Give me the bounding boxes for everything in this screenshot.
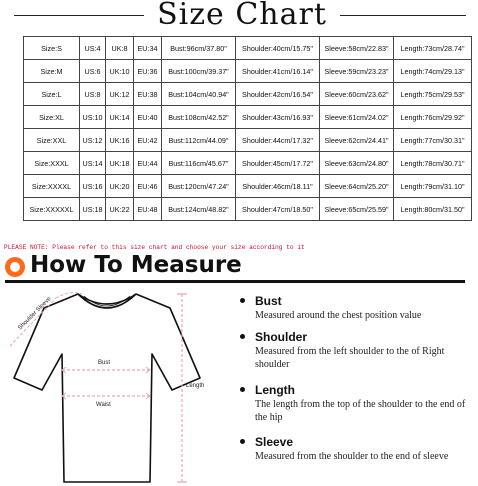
bullet-dot-icon (240, 439, 245, 444)
table-cell: Bust:112cm/44.09" (162, 129, 236, 152)
shoulder-description: Measured from the left shoulder to the of Right shoulder (255, 346, 445, 370)
table-cell: EU:36 (134, 60, 162, 83)
table-cell: Bust:96cm/37.80" (162, 37, 236, 60)
table-cell: US:10 (80, 106, 106, 129)
table-cell: US:18 (80, 198, 106, 221)
table-cell: Shoulder:46cm/18.11" (236, 175, 320, 198)
table-cell: Shoulder:43cm/16.93" (236, 106, 320, 129)
table-cell: EU:46 (134, 175, 162, 198)
table-cell: EU:38 (134, 83, 162, 106)
table-cell: Sleeve:60cm/23.62" (320, 83, 394, 106)
table-cell: Size:XXXXL (24, 175, 80, 198)
size-chart-header (0, 0, 478, 30)
table-cell: UK:10 (106, 60, 134, 83)
table-row (24, 37, 472, 60)
table-cell: Sleeve:62cm/24.41" (320, 129, 394, 152)
table-cell: Size:XXXL (24, 152, 80, 175)
table-cell: Bust:120cm/47.24" (162, 175, 236, 198)
table-cell: Shoulder:44cm/17.32" (236, 129, 320, 152)
table-cell: EU:40 (134, 106, 162, 129)
table-cell: Bust:108cm/42.52" (162, 106, 236, 129)
table-cell: Length:74cm/29.13" (394, 60, 472, 83)
heading-underline (5, 280, 465, 283)
page-title: Size Chart (157, 0, 327, 32)
table-row (24, 198, 472, 221)
bust-description: Measured around the chest position value (255, 310, 422, 321)
length-title: Length (255, 383, 295, 397)
table-row (24, 106, 472, 129)
table-cell: Sleeve:59cm/23.23" (320, 60, 394, 83)
table-row (24, 175, 472, 198)
table-row (24, 60, 472, 83)
table-cell: Size:L (24, 83, 80, 106)
table-cell: Length:80cm/31.50" (394, 198, 472, 221)
bullet-dot-icon (240, 334, 245, 339)
table-cell: US:14 (80, 152, 106, 175)
table-cell: Sleeve:58cm/22.83" (320, 37, 394, 60)
tshirt-outline (14, 294, 200, 482)
table-cell: Bust:124cm/48.82" (162, 198, 236, 221)
length-description: The length from the top of the shoulder to the end of the hip (255, 399, 466, 423)
table-cell: Sleeve:61cm/24.02" (320, 106, 394, 129)
table-cell: Size:M (24, 60, 80, 83)
table-cell: Shoulder:41cm/16.14" (236, 60, 320, 83)
table-cell: Sleeve:64cm/25.20" (320, 175, 394, 198)
table-cell: Sleeve:65cm/25.59" (320, 198, 394, 221)
table-cell: Size:S (24, 37, 80, 60)
table-cell: Shoulder:40cm/15.75" (236, 37, 320, 60)
table-cell: US:6 (80, 60, 106, 83)
title-rule-left (14, 15, 144, 16)
table-cell: Shoulder:45cm/17.72" (236, 152, 320, 175)
table-cell: Length:76cm/29.92" (394, 106, 472, 129)
table-cell: Bust:116cm/45.67" (162, 152, 236, 175)
table-cell: UK:12 (106, 83, 134, 106)
table-cell: US:16 (80, 175, 106, 198)
table-cell: Length:78cm/30.71" (394, 152, 472, 175)
table-cell: Length:73cm/28.74" (394, 37, 472, 60)
table-cell: UK:22 (106, 198, 134, 221)
bust-label: Bust (98, 360, 111, 366)
table-cell: US:12 (80, 129, 106, 152)
table-row (24, 129, 472, 152)
table-cell: EU:42 (134, 129, 162, 152)
bust-title: Bust (255, 294, 282, 308)
table-row (24, 152, 472, 175)
table-cell: UK:20 (106, 175, 134, 198)
table-cell: Size:XL (24, 106, 80, 129)
table-cell: US:4 (80, 37, 106, 60)
shoulder-sleeve-arrow (10, 298, 56, 346)
target-bullet-icon (5, 257, 25, 277)
table-cell: Bust:104cm/40.94" (162, 83, 236, 106)
size-table (23, 36, 472, 221)
bullet-dot-icon (240, 387, 245, 392)
title-rule-right (340, 15, 466, 16)
table-cell: Length:79cm/31.10" (394, 175, 472, 198)
how-to-measure-heading: How To Measure (30, 252, 242, 278)
table-cell: EU:34 (134, 37, 162, 60)
table-cell: UK:14 (106, 106, 134, 129)
shoulder-sleeve-label: Shoulder Sleeve (17, 296, 53, 332)
sleeve-description: Measured from the shoulder to the end of sleeve (255, 451, 449, 462)
table-cell: Size:XXL (24, 129, 80, 152)
table-row (24, 83, 472, 106)
table-cell: UK:8 (106, 37, 134, 60)
bullet-dot-icon (240, 298, 245, 303)
table-cell: EU:48 (134, 198, 162, 221)
tshirt-diagram (0, 286, 215, 486)
waist-label: Waist (96, 402, 111, 408)
table-cell: Size:XXXXXL (24, 198, 80, 221)
table-cell: Shoulder:47cm/18.50" (236, 198, 320, 221)
shoulder-title: Shoulder (255, 330, 308, 344)
table-cell: Length:77cm/30.31" (394, 129, 472, 152)
please-note-text: PLEASE NOTE: Please refer to this size chart and choose your size according to it (4, 244, 305, 251)
table-cell: US:8 (80, 83, 106, 106)
sleeve-title: Sleeve (255, 435, 294, 449)
table-cell: EU:44 (134, 152, 162, 175)
table-cell: Length:75cm/29.53" (394, 83, 472, 106)
table-cell: UK:18 (106, 152, 134, 175)
table-cell: UK:16 (106, 129, 134, 152)
table-cell: Shoulder:42cm/16.54" (236, 83, 320, 106)
table-cell: Sleeve:63cm/24.80" (320, 152, 394, 175)
table-cell: Bust:100cm/39.37" (162, 60, 236, 83)
length-label: Length (186, 383, 205, 389)
